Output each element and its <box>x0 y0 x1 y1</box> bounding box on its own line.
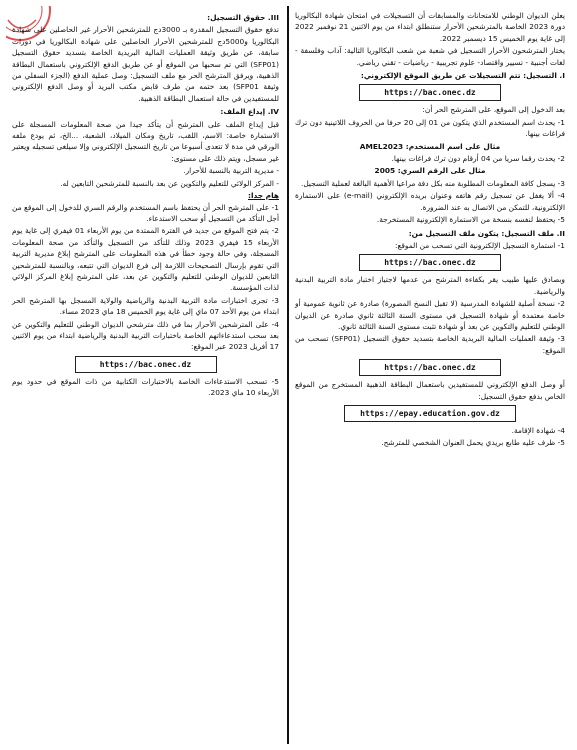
section-deposit-title: IV. إيداع الملف: <box>220 107 279 117</box>
username-example <box>295 141 565 152</box>
epay-link[interactable]: https://epay.education.gov.dz <box>344 405 516 422</box>
section-file-title: II. ملف التسجيل: يتكون ملف التسجيل من: <box>408 228 565 238</box>
section-registration-title: I. التسجيل: تتم التسجيلات عن طريق الموقع الإلكتروني: <box>360 71 565 81</box>
file-item-form: 1- استمارة التسجيل الإلكترونية التي تسحب من الموقع: <box>394 240 565 250</box>
after-login-text: بعد الدخول إلى الموقع، على المترشح الحر أن: <box>422 105 565 115</box>
step-fill-info: 3- يسجل كافة المعلومات المطلوبة منه بكل دقة مراعيا الأهمية البالغة لعملية التسجيل. <box>300 178 565 188</box>
password-example-value: 2005 <box>374 166 396 176</box>
step-username: 1- يحدث اسم المستخدم الذي يتكون من 01 إلى 20 حرفا من الحروف اللاتينية دون ترك فراغات بينها. <box>295 117 565 139</box>
branches-text: يختار المترشحون الأحرار التسجيل في شعبة من شعب البكالوريا التالية: آداب وفلسفة - لغات أجنبية - تسيير واقتصاد- علوم تجريبية - رياضيات - تقني رياضي. <box>295 46 565 67</box>
note-sport-exams: 3- تجرى اختبارات مادة التربية البدنية والرياضية والولاية المسجل بها المترشح الحر ابتداء من يوم الأحد 07 ماي إلى غاية يوم الخميس 18 ماي 2023 مساء. <box>12 295 279 317</box>
file-item-sfp01: 3- وثيقة العمليات المالية البريدية الخاصة بتسديد حقوق التسجيل (SFP01) تسحب من الموقع: <box>295 334 565 355</box>
step-password: 2- يحدث رقما سريا من 04 أرقام دون ترك فراغات بينها. <box>391 154 565 164</box>
file-item-certificate: 2- نسخة أصلية للشهادة المدرسية (لا تقبل النسخ المصورة) صادرة عن ثانوية عمومية أو خاصة معتمدة أو شهادة التسجيل في مستوى السنة الثالثة ثانوي صادرة عن الديوان الوطني للتعليم والتكوين عن بعد أو شهادة تثبت مستوى السنة الثالثة ثانوي. <box>295 299 565 331</box>
file-item-residence: 4- شهادة الإقامة. <box>511 425 565 435</box>
file-item-envelope: 5- ظرف عليه طابع بريدي يحمل العنوان الشخصي للمترشح. <box>381 438 565 448</box>
fees-body: تدفع حقوق التسجيل المقدرة بـ 3000دج للمترشحين الأحرار غير الحاصلين على شهادة البكالوريا و5000دج للمترشحين الأحرار الحاصلين على شهادة البكالوريا في دورات سابقة، عن طريق وثيقة العمليات المالية البريدية الخاصة بتسديد حقوق التسجيل (SFP01) التي تم سحبها من الموقع أو عن طريق الدفع الإلكتروني باستعمال البطاقة الذهبية، ويرفق المترشح الحر مع ملف التسجيل: وصل عملية الدفع (الجزء السفلي من وثيقة SFP01) بعد ختمه من طرف قابض مكتب البريد أو وصل الدفع الإلكتروني للمستفيدين في حالة استعمال البطاقة الذهبية. <box>12 25 279 103</box>
epay-text: أو وصل الدفع الإلكتروني للمستفيدين باستعمال البطاقة الذهبية المستخرج من الموقع الخاص بدفع حقوق التسجيل: <box>295 380 565 401</box>
deposit-option-center: - المركز الولائي للتعليم والتكوين عن بعد بالنسبة للمترشحين التابعين له. <box>60 178 279 188</box>
medical-note: وبصادق عليها طبيب يقر بكفاءة المترشح من عدمها لاجتياز اختبار مادة التربية البدنية والرياضية. <box>295 275 565 296</box>
section-fees-title: III. حقوق التسجيل: <box>207 13 279 22</box>
password-example <box>295 165 565 176</box>
registration-link[interactable]: https://bac.onec.dz <box>359 84 501 101</box>
step-keep-copy: 5- يحتفظ لنفسه بنسخة من الاستمارة الإلكترونية المستخرجة. <box>376 215 565 225</box>
left-column <box>6 6 285 744</box>
note-site-reopen: 2- يتم فتح الموقع من جديد في الفترة الممتدة من يوم الأربعاء 01 فيفري إلى غاية يوم الأربعاء 15 فيفري 2023 وذلك للتأكد من التسجيل والتأكد من صحة المعلومات المسجلة، وفي حالة وجود خطأ في هذه المعلومات على المترشح إبلاغ مديرية التربية التي تقوم بإرسال التصحيحات اللازمة إلى فرع الديوان التي تتبعه، وبالنسبة للمترشحين التابعين للديوان الوطني للتعليم والتكوين عن بعد، على المترشح إبلاغ المركز الولائي لذات المؤسسة. <box>12 226 279 293</box>
document-page <box>6 6 571 744</box>
deposit-body: قبل إيداع الملف على المترشح أن يتأكد جيدا من صحة المعلومات المسجلة على الاستمارة خاصة: الاسم، اللقب، تاريخ ومكان الميلاد، الشعبة، ...الخ، ثم يودع ملفه الورقي في مدة لا تتعدى أسبوعا من تاريخ التسجيل الإلكتروني وإلا سيلغى تسجيله ويعتبر غير مسجل، ويتم ذلك على مستوى: <box>12 119 279 163</box>
deposit-option-directorate: - مديرية التربية بالنسبة للأحرار. <box>183 166 279 176</box>
announcement-intro: يعلن الديوان الوطني للامتحانات والمسابقات أن التسجيلات في امتحان شهادة البكالوريا دورة 2023 الخاصة بالمترشحين الأحرار ستنطلق ابتداء من يوم الاثنين 21 نوفمبر 2022 إلى غاية يوم الخميس 15 ديسمبر 2022. <box>295 11 566 43</box>
username-example-label: مثال على اسم المستخدم: <box>405 141 501 151</box>
step-contact-info: 4- ألا يغفل عن تسجيل رقم هاتفه وعنوان بريده الإلكتروني (e-mail) على الاستمارة الإلكترونية، للتمكن من الاتصال به عند الضرورة. <box>295 191 565 212</box>
password-example-label: مثال على الرقم السري: <box>397 166 486 176</box>
convocation-link[interactable]: https://bac.onec.dz <box>75 356 217 373</box>
username-example-value: AMEL2023 <box>359 141 404 151</box>
sfp01-link[interactable]: https://bac.onec.dz <box>359 359 501 376</box>
important-note-title: هام جدا: <box>248 191 279 201</box>
note-keep-credentials: 1- على المترشح الحر أن يحتفظ باسم المستخدم والرقم السري للدخول إلى الموقع من أجل التأكد من التسجيل أو سحب الاستدعاء. <box>12 202 279 223</box>
note-convocations: 4- على المترشحين الأحرار بما في ذلك مترشحي الديوان الوطني للتعليم والتكوين عن بعد سحب استدعاءاتهم الخاصة باختبارات التربية البدنية والرياضية ابتداء من يوم الاثنين 17 أفريل 2023 عبر الموقع: <box>12 319 279 352</box>
note-written-exams: 5- تسحب الاستدعاءات الخاصة بالاختبارات الكتابية من ذات الموقع في حدود يوم الأربعاء 10 ماي 2023. <box>12 376 279 398</box>
right-column <box>287 6 571 744</box>
form-link[interactable]: https://bac.onec.dz <box>359 254 501 271</box>
